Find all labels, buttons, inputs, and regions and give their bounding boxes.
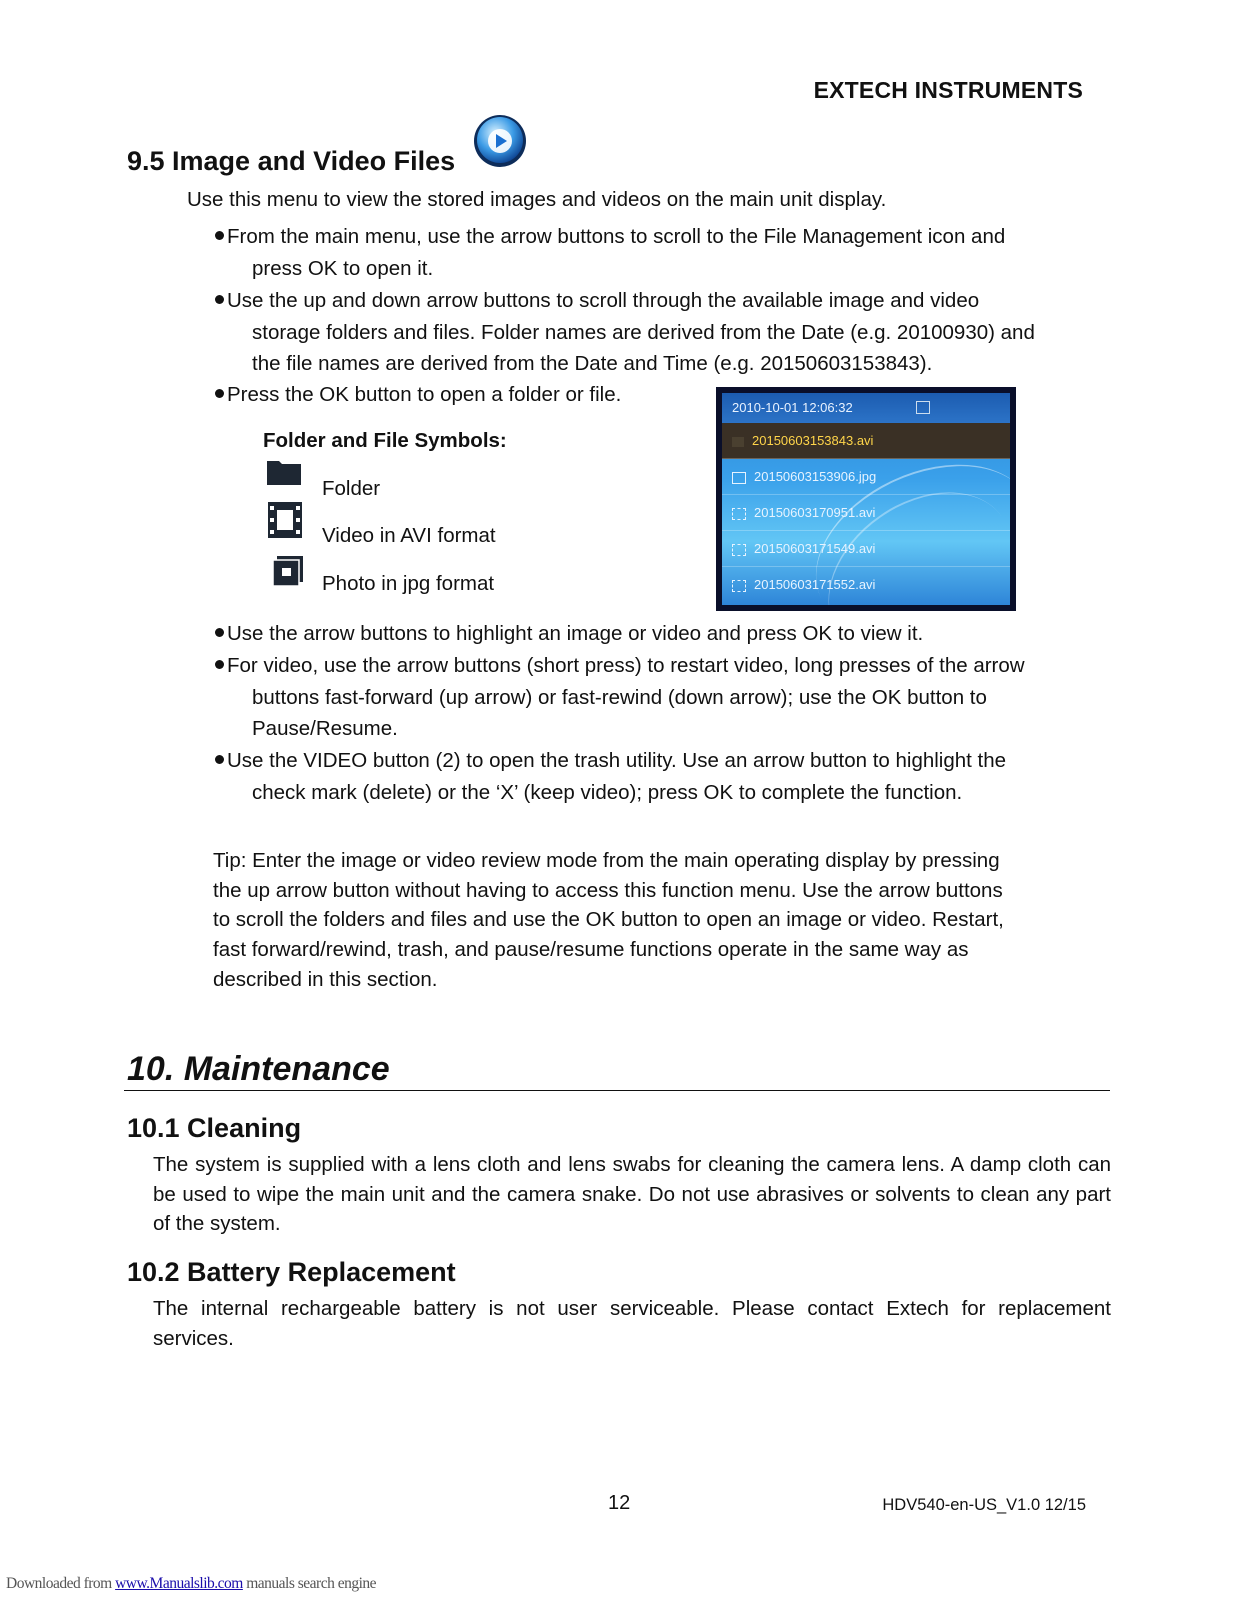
cleaning-title: 10.1 Cleaning [127, 1113, 302, 1143]
bullet-item [215, 221, 1115, 284]
tip-line: fast forward/rewind, trash, and pause/resume functions operate in the same way as [213, 938, 969, 962]
tip-line: the up arrow button without having to access this function menu. Use the arrow buttons [213, 878, 1003, 902]
file-row[interactable] [722, 423, 1010, 459]
file-row[interactable] [722, 495, 1010, 531]
download-suffix: manuals search engine [242, 1575, 377, 1592]
screen-datetime: 2010-10-01 12:06:32 [732, 400, 853, 415]
video-film-icon [268, 502, 302, 538]
download-prefix: Downloaded from [6, 1575, 116, 1592]
symbols-title: Folder and File Symbols: [263, 429, 507, 452]
tip-paragraph [213, 846, 1004, 995]
section-intro: Use this menu to view the stored images and videos on the main unit display. [187, 188, 887, 211]
bullet-line: storage folders and files. Folder names are derived from the Date (e.g. 20100930) and [252, 320, 1035, 344]
battery-text: The internal rechargeable battery is not user serviceable. Please contact Extech for replacement services. [153, 1297, 1111, 1350]
chapter-title: 10. Maintenance [127, 1050, 390, 1088]
bullet-line: press OK to open it. [252, 256, 434, 280]
tip-line: to scroll the folders and files and use the OK button to open an image or video. Restart, [213, 908, 1004, 932]
cleaning-text: The system is supplied with a lens cloth and lens swabs for cleaning the camera lens. A damp cloth can be used to wipe the main unit and the camera snake. Do not use abrasives or solvents to clean any part of the system. [153, 1153, 1111, 1235]
file-name: 20150603171552.avi [754, 577, 876, 592]
bullet-dot-icon [215, 231, 224, 240]
bullet-line: check mark (delete) or the ‘X’ (keep video); press OK to complete the function. [252, 780, 963, 804]
video-film-icon [732, 437, 744, 447]
tip-line: described in this section. [213, 967, 438, 991]
video-film-icon [732, 544, 746, 556]
folder-icon [266, 458, 302, 486]
bullet-line: From the main menu, use the arrow buttons to scroll to the File Management icon and [227, 225, 1006, 248]
photo-icon [732, 472, 746, 484]
battery-icon [916, 401, 930, 414]
video-film-icon [732, 508, 746, 520]
file-row[interactable] [722, 531, 1010, 567]
photo-icon [273, 556, 305, 588]
bullet-line: Use the VIDEO button (2) to open the trash utility. Use an arrow button to highlight the [227, 749, 1007, 772]
symbol-label: Photo in jpg format [322, 572, 495, 595]
bullet-item [215, 285, 1115, 380]
screen-status-bar [722, 393, 1010, 423]
brand-header: EXTECH INSTRUMENTS [813, 77, 1083, 103]
bullet-line: Press the OK button to open a folder or file. [227, 383, 622, 406]
file-name: 20150603153906.jpg [754, 469, 877, 484]
bullet-line: Use the arrow buttons to highlight an image or video and press OK to view it. [227, 622, 924, 645]
file-name: 20150603153843.avi [752, 433, 874, 448]
tip-line: Tip: Enter the image or video review mode from the main operating display by pressing [213, 849, 1000, 872]
download-banner [6, 1575, 376, 1593]
bullet-line: the file names are derived from the Date and Time (e.g. 20150603153843). [252, 352, 933, 375]
doc-id: HDV540-en-US_V1.0 12/15 [882, 1496, 1086, 1514]
page-number: 12 [608, 1492, 631, 1514]
file-browser-screenshot [716, 387, 1016, 611]
chapter-divider [124, 1090, 1110, 1091]
symbol-label: Folder [322, 477, 381, 500]
file-name: 20150603171549.avi [754, 541, 876, 556]
bullet-line: Use the up and down arrow buttons to scroll through the available image and video [227, 289, 980, 312]
bullet-line: For video, use the arrow buttons (short press) to restart video, long presses of the arrow [227, 654, 1025, 677]
file-row[interactable] [722, 459, 1010, 495]
bullet-dot-icon [215, 755, 224, 764]
manualslib-link[interactable]: www.Manualslib.com [115, 1575, 243, 1592]
bullet-dot-icon [215, 295, 224, 304]
bullet-dot-icon [215, 628, 224, 637]
bullet-line: Pause/Resume. [252, 717, 398, 740]
symbol-label: Video in AVI format [322, 524, 496, 547]
bullet-item [215, 650, 1115, 745]
bullet-line: buttons fast-forward (up arrow) or fast-rewind (down arrow); use the OK button to [252, 685, 987, 709]
bullet-dot-icon [215, 389, 224, 398]
play-disc-icon [472, 113, 528, 171]
file-name: 20150603170951.avi [754, 505, 876, 520]
battery-title: 10.2 Battery Replacement [127, 1257, 456, 1287]
video-film-icon [732, 580, 746, 592]
bullet-dot-icon [215, 660, 224, 669]
section-9-5-title: 9.5 Image and Video Files [127, 146, 456, 176]
file-row[interactable] [722, 567, 1010, 602]
bullet-item [215, 618, 1115, 650]
bullet-item [215, 745, 1115, 808]
